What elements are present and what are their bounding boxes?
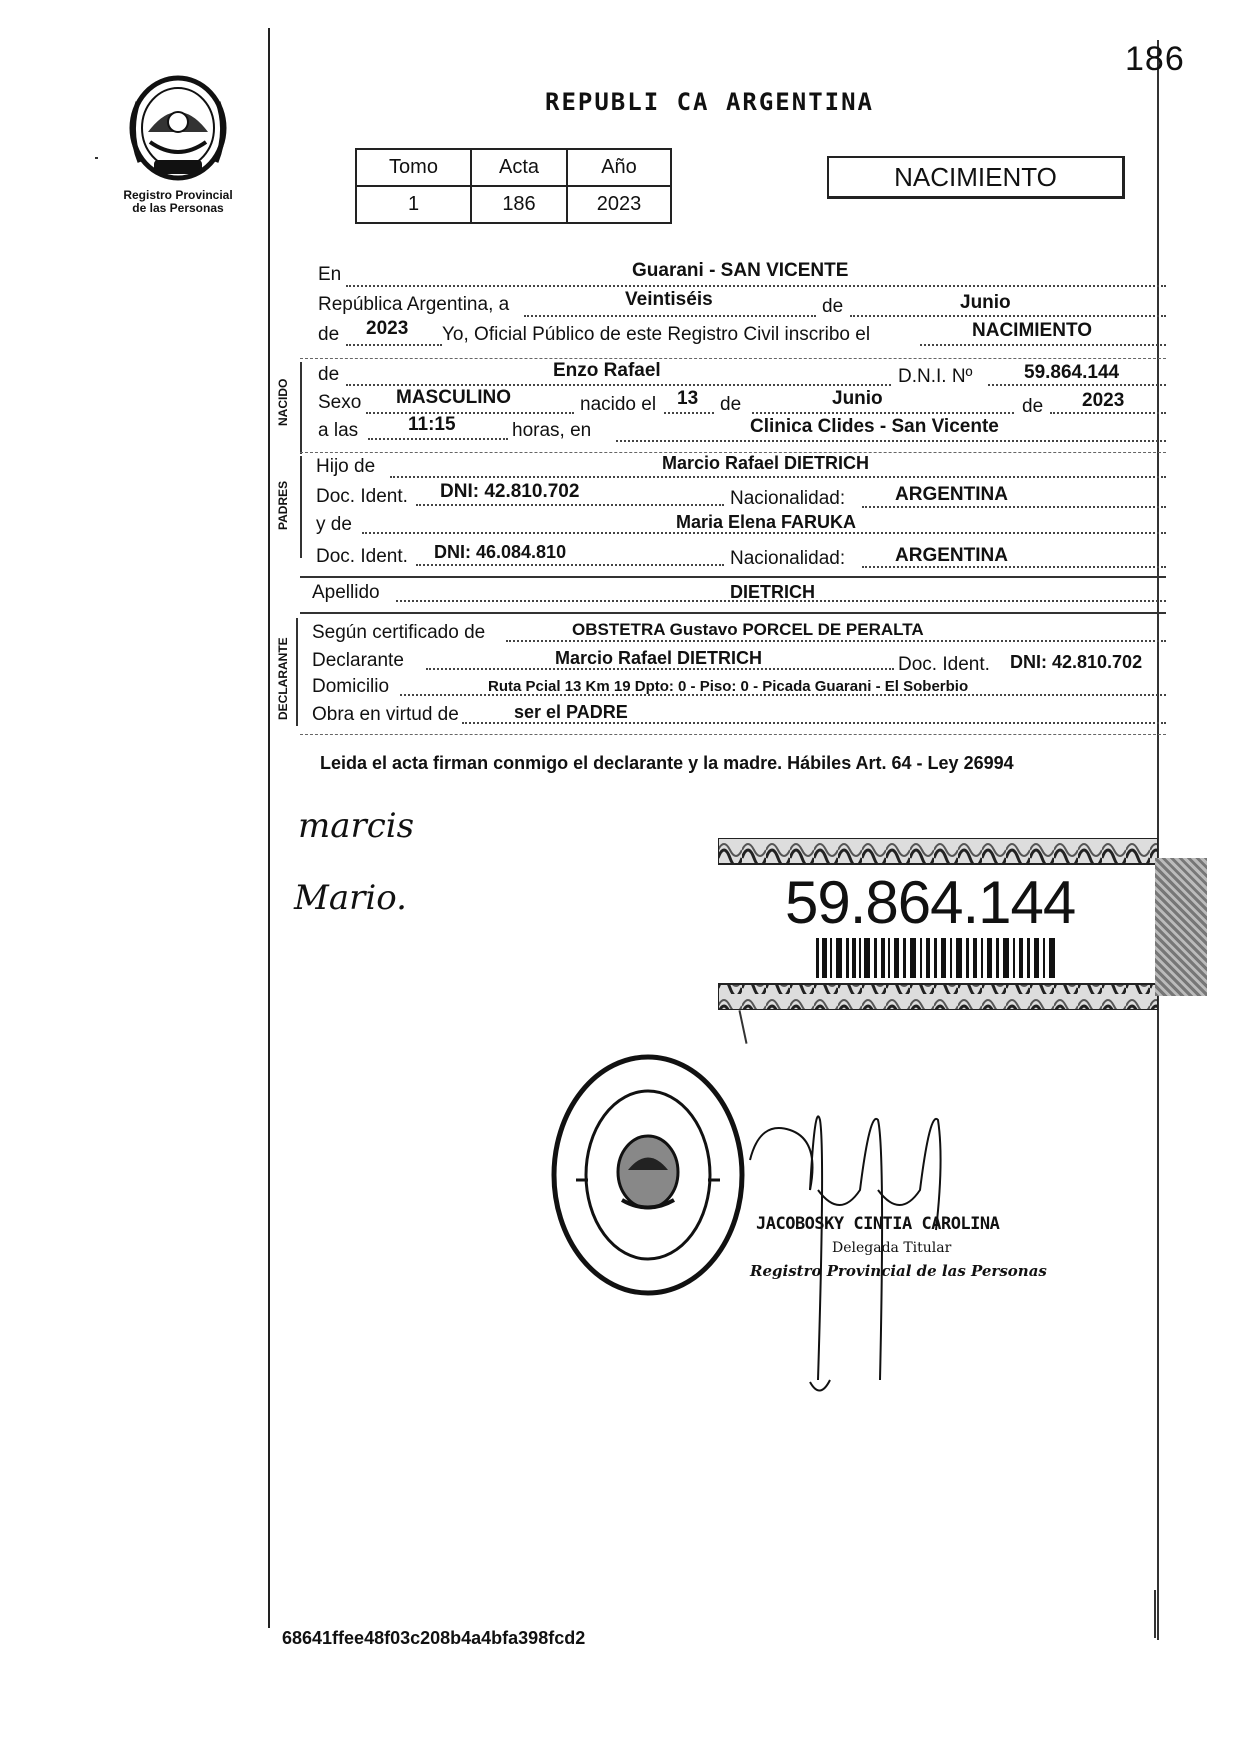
nombre-value: Enzo Rafael [553,360,661,381]
dotted-line [346,344,442,346]
madre-nac: ARGENTINA [895,545,1008,566]
dotted-line [368,438,508,440]
page-number: 186 [1125,40,1185,78]
padre-nombre: Marcio Rafael DIETRICH [662,453,870,473]
nacido-el-label: nacido el [580,394,657,415]
stray-mark [738,1010,747,1044]
dni-label: D.N.I. Nº [898,366,973,387]
nacido-bar [300,362,302,454]
madre-doc: DNI: 46.084.810 [434,542,567,562]
declarante-doc-label: Doc. Ident. [898,654,990,675]
dni-value: 59.864.144 [1024,362,1120,383]
alas-label: a las [318,420,359,441]
padres-section-label: PADRES [276,480,290,530]
apellido-label: Apellido [312,582,380,603]
logo-caption-line2: de las Personas [132,201,224,215]
dotted-line [524,315,816,317]
hijo-label: Hijo de [316,456,376,477]
domicilio-value: Ruta Pcial 13 Km 19 Dpto: 0 - Piso: 0 - Picada Guarani - El Soberbio [488,678,969,695]
mes-value: Junio [960,292,1011,313]
firma-name: JACOBOSKY CINTIA CAROLINA [756,1214,1000,1234]
separator [300,576,1166,578]
registro-logo [118,72,238,215]
dotted-line [752,412,1014,414]
signature-declarante: marcis [298,806,415,846]
dotted-line [506,640,1166,642]
sexo-value: MASCULINO [396,387,512,408]
de-label: de [822,296,844,317]
madre-nac-label: Nacionalidad: [730,548,846,569]
dotted-line [366,412,574,414]
republica-label: República Argentina, a [318,294,510,315]
acta-header: Acta [471,149,567,186]
lugar-label: En [318,264,342,285]
dotted-line [416,504,724,506]
acta-value: 186 [471,186,567,223]
dotted-line [988,384,1166,386]
firma-org: Registro Provincial de las Personas [750,1262,1047,1280]
padre-doc: DNI: 42.810.702 [440,481,580,502]
declarante-bar [296,618,298,726]
nacido-de-label3: de [1022,396,1044,417]
tomo-header: Tomo [356,149,471,186]
padre-nac-label: Nacionalidad: [730,488,846,509]
document-title: REPUBLI CA ARGENTINA [545,88,874,116]
dotted-line [1050,412,1166,414]
padres-bar [300,456,302,558]
left-margin-line [268,28,270,1628]
lugar-value: Guarani - SAN VICENTE [632,260,849,281]
tipo-acta-box: NACIMIENTO [827,156,1125,199]
anio-value: 2023 [366,318,409,339]
dni-stamp-number: 59.864.144 [785,869,1076,936]
nacido-de-label: de [318,364,340,385]
apellido-value: DIETRICH [730,582,815,602]
padre-nac: ARGENTINA [895,484,1008,505]
dotted-line [346,285,1166,287]
firma-role: Delegada Titular [832,1240,952,1256]
segun-label: Según certificado de [312,622,486,643]
declarante-doc: DNI: 42.810.702 [1010,652,1143,672]
dia-value: Veintiséis [625,289,713,310]
dotted-line [390,476,1166,478]
nacido-de-label2: de [720,394,742,415]
nacido-section-label: NACIDO [276,378,290,426]
dotted-line [664,412,714,414]
anio-prefix: de [318,324,340,345]
separator [300,612,1166,614]
separator [300,734,1166,735]
madre-doc-label: Doc. Ident. [316,546,408,567]
declarante-section-label: DECLARANTE [276,637,290,720]
anio-value: 2023 [567,186,671,223]
signature-madre: Mario. [294,878,407,918]
hora-value: 11:15 [408,414,456,435]
nacido-lugar: Clinica Clides - San Vicente [750,416,999,437]
nacido-anio: 2023 [1082,390,1125,411]
dotted-line [920,344,1166,346]
nacido-mes: Junio [832,388,883,409]
obra-label: Obra en virtud de [312,704,459,725]
oficial-text: Yo, Oficial Público de este Registro Civil inscribo el [442,324,871,345]
right-edge-mark [1154,1590,1156,1638]
sexo-label: Sexo [318,392,362,413]
dotted-line [346,384,891,386]
provincia-coat-of-arms-icon [118,72,238,184]
obra-value: ser el PADRE [514,702,628,722]
madre-nombre: Maria Elena FARUKA [676,512,857,532]
dotted-line [862,506,1166,508]
document-hash: 68641ffee48f03c208b4a4bfa398fcd2 [282,1628,586,1648]
yde-label: y de [316,514,352,535]
domicilio-label: Domicilio [312,676,390,697]
inscribe-value: NACIMIENTO [972,320,1092,341]
anio-header: Año [567,149,671,186]
logo-caption-line1: Registro Provincial [123,188,233,202]
dotted-line [850,315,1166,317]
tomo-value: 1 [356,186,471,223]
seal-icon [548,1050,748,1300]
leida-statement: Leida el acta firman conmigo el declarante y la madre. Hábiles Art. 64 - Ley 26994 [320,753,1014,773]
declarante-nombre: Marcio Rafael DIETRICH [555,648,763,668]
edge-stamp [1155,858,1207,996]
certificado-value: OBSTETRA Gustavo PORCEL DE PERALTA [572,620,924,639]
declarante-label: Declarante [312,650,404,671]
dotted-line [416,564,724,566]
official-seal [548,1050,748,1300]
padre-doc-label: Doc. Ident. [316,486,408,507]
dotted-line [616,440,1166,442]
acta-table [355,148,672,224]
separator [300,358,1166,359]
horas-label: horas, en [512,420,592,441]
stray-dot [95,157,98,159]
nacido-dia: 13 [677,388,699,409]
